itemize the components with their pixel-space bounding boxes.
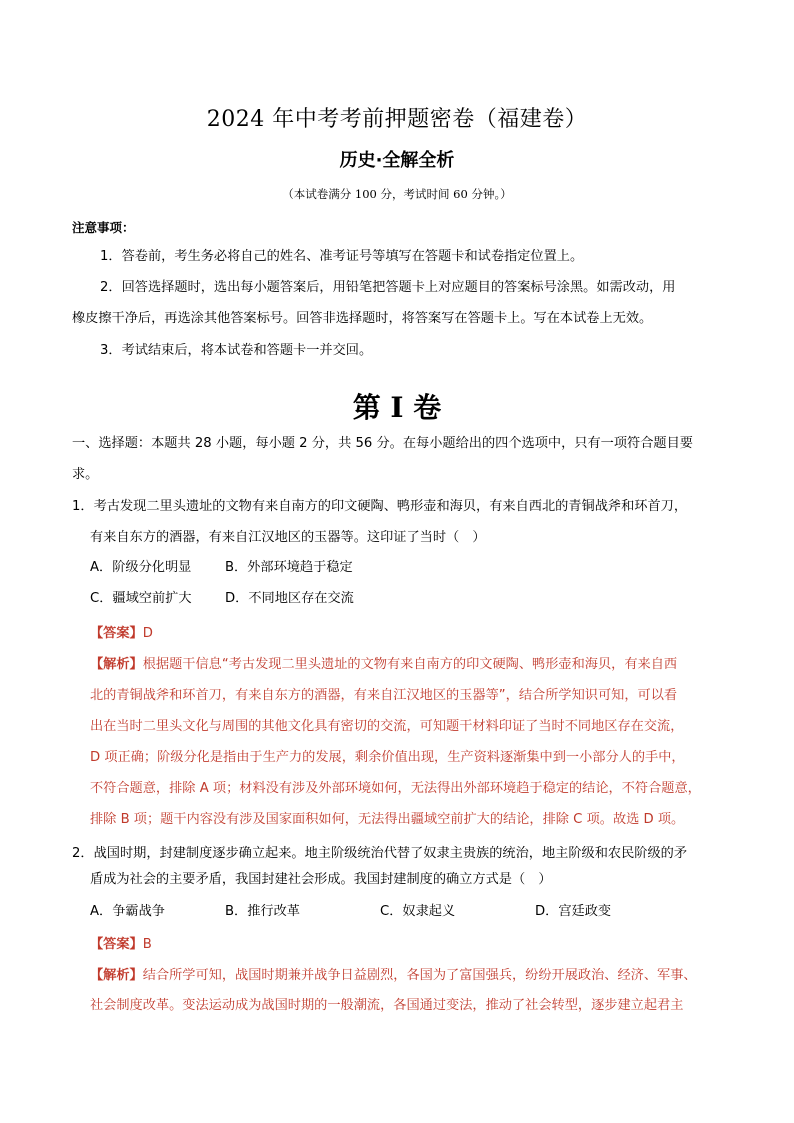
q1-analysis-line-6: 排除 B 项；题干内容没有涉及国家面积如何，无法得出疆域空前扩大的结论，排除 C 项。故选 D 项。: [90, 812, 685, 827]
q1-analysis-line-3: 出在当时二里头文化与周围的其他文化具有密切的交流，可知题干材料印证了当时不同地区存在交流，: [90, 719, 684, 734]
page-title: 2024 年中考考前押题密卷（福建卷）: [206, 107, 588, 132]
q1-analysis-tag: 【解析】: [90, 657, 143, 672]
q1-answer-tag: 【答案】: [90, 626, 143, 641]
q1-analysis-line-4: D 项正确；阶级分化是指由于生产力的发展，剩余价值出现，生产资料逐渐集中到一小部分人的手中，: [90, 750, 685, 765]
section-intro: 一、选择题：本题共 28 小题，每小题 2 分，共 56 分。在每小题给出的四个选项中，只有一项符合题目要: [72, 436, 693, 451]
q2-answer: [90, 933, 152, 952]
q2-analysis-tag: 【解析】: [90, 968, 143, 983]
q1-analysis-text-1: 根据题干信息“考古发现二里头遗址的文物有来自南方的印文硬陶、鸭形壶和海贝，有来自西: [142, 657, 678, 672]
notice-item-2-cont: 橡皮擦干净后，再选涂其他答案标号。回答非选择题时，将答案写在答题卡上。写在本试卷上无效。: [72, 311, 653, 326]
notice-heading: 注意事项：: [72, 220, 135, 235]
q1-option-c: C．疆域空前扩大: [90, 591, 192, 606]
q1-stem: 1．考古发现二里头遗址的文物有来自南方的印文硬陶、鸭形壶和海贝，有来自西北的青铜战斧和环首刀，: [72, 499, 688, 514]
q1-analysis-line-2: 北的青铜战斧和环首刀，有来自东方的酒器，有来自江汉地区的玉器等”，结合所学知识可知，可以看: [90, 688, 678, 703]
q2-answer-value: B: [142, 937, 152, 952]
q2-stem: 2．战国时期，封建制度逐步确立起来。地主阶级统治代替了奴隶主贵族的统治，地主阶级和农民阶级的矛: [72, 846, 688, 861]
q1-option-a: A．阶级分化明显: [90, 560, 192, 575]
q1-answer-value: D: [142, 626, 153, 641]
q2-analysis-text-1: 结合所学可知，战国时期兼并战争日益剧烈，各国为了富国强兵，纷纷开展政治、经济、军事、: [142, 968, 697, 983]
q1-stem-cont: 有来自东方的酒器，有来自江汉地区的玉器等。这印证了当时（ ）: [90, 530, 486, 545]
q2-analysis-line-1: [90, 964, 697, 983]
notice-item-2: 2．回答选择题时，选出每小题答案后，用铅笔把答题卡上对应题目的答案标号涂黑。如需改动，用: [100, 280, 676, 295]
q2-option-c: C．奴隶起义: [380, 904, 456, 919]
q2-option-d: D．宫廷政变: [535, 904, 612, 919]
exam-note: （本试卷满分 100 分，考试时间 60 分钟。）: [282, 187, 512, 201]
q2-answer-tag: 【答案】: [90, 937, 143, 952]
q2-option-a: A．争霸战争: [90, 904, 165, 919]
q1-option-d: D．不同地区存在交流: [225, 591, 354, 606]
section-intro-cont: 求。: [72, 467, 99, 482]
q1-option-b: B．外部环境趋于稳定: [225, 560, 353, 575]
q2-analysis-line-2: 社会制度改革。变法运动成为战国时期的一般潮流，各国通过变法，推动了社会转型，逐步建立起君主: [90, 998, 684, 1013]
q2-stem-cont: 盾成为社会的主要矛盾，我国封建社会形成。我国封建制度的确立方式是（ ）: [90, 872, 552, 887]
q1-answer: [90, 622, 153, 641]
q1-analysis-line-1: [90, 653, 677, 672]
notice-item-3: 3．考试结束后，将本试卷和答题卡一并交回。: [100, 343, 373, 358]
notice-item-1: 1．答卷前，考生务必将自己的姓名、准考证号等填写在答题卡和试卷指定位置上。: [100, 249, 584, 264]
section-title: 第 I 卷: [352, 391, 442, 424]
q1-analysis-line-5: 不符合题意，排除 A 项；材料没有涉及外部环境如何，无法得出外部环境趋于稳定的结论，不符合题意，: [90, 781, 701, 796]
page-subtitle: 历史·全解全析: [339, 150, 455, 171]
q2-option-b: B．推行改革: [225, 904, 300, 919]
